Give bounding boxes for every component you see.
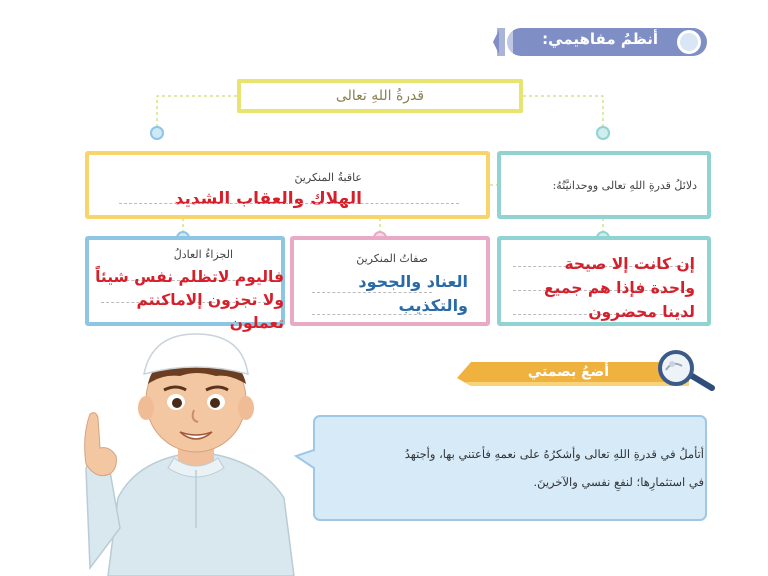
answer-line: لدينا محضرون — [588, 303, 695, 321]
evidence-box — [497, 151, 711, 219]
evidence-answer — [544, 252, 695, 324]
just-reward-label: الجزاءُ العادلُ — [173, 248, 233, 261]
consequence-label: عاقبةُ المنكرينَ — [294, 171, 362, 184]
answer-line: فاليوم لاتظلم نفس شيئاً — [95, 268, 284, 286]
answer-line: تعملون — [229, 314, 284, 332]
consequence-box — [85, 151, 490, 219]
deniers-traits-label: صفاتُ المنكرينَ — [356, 252, 428, 265]
boy-illustration — [78, 328, 308, 576]
deniers-traits-answer — [358, 270, 468, 318]
banner2-title: أضعُ بصمتي — [527, 364, 609, 380]
answer-line: العناد والجحود — [358, 272, 468, 291]
evidence-answer-box — [497, 236, 711, 326]
main-concept-title: قدرةُ اللهِ تعالى — [335, 88, 425, 104]
connector-dot — [596, 126, 610, 140]
answer-line: إن كانت إلا صيحة — [564, 255, 695, 273]
evidence-label: دلائلُ قدرةِ اللهِ تعالى ووحدانيَّتُهُ: — [552, 179, 697, 192]
consequence-answer: الهلاك والعقاب الشديد — [174, 189, 362, 209]
answer-line: واحدة فإذا هم جميع — [543, 279, 695, 297]
main-concept-box — [237, 79, 523, 113]
answer-line: ولا تجزون إلاماكنتم — [136, 291, 284, 309]
just-reward-answer — [60, 266, 284, 335]
answer-line: والتكذيب — [398, 296, 468, 315]
speech-line: في استثمارِها؛ لنفعِ نفسي والآخرينَ. — [533, 475, 704, 489]
speech-text — [304, 440, 704, 496]
banner-title: أنظمُ مفاهيمي: — [542, 30, 658, 48]
speech-line: أتأملُ في قدرةِ اللهِ تعالى وأشكرُهُ على نعمهِ فأعتني بها، وأجتهدُ — [404, 447, 704, 461]
magnifier-icon — [652, 348, 718, 394]
deniers-traits-box — [290, 236, 490, 326]
connector-dot — [150, 126, 164, 140]
